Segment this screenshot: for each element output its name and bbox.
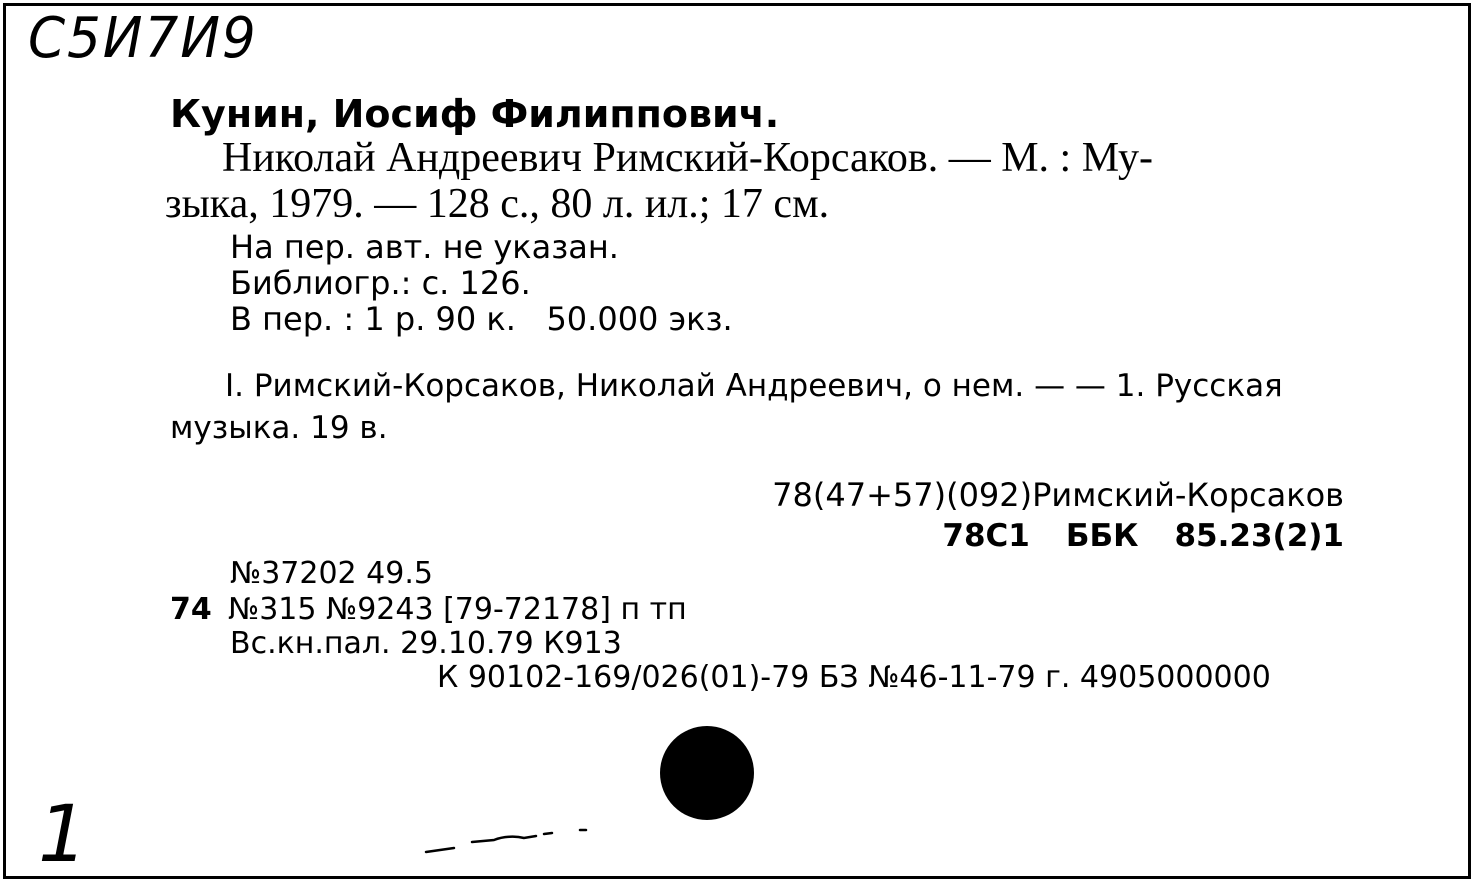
handwritten-number: 1 <box>38 790 88 880</box>
classification-bbk-value: 85.23(2)1 <box>1174 518 1344 554</box>
author-heading: Кунин, Иосиф Филиппович. <box>170 92 780 136</box>
tracing-line-2: музыка. 19 в. <box>170 410 388 446</box>
tech-line-2 <box>170 592 687 627</box>
pencil-mark <box>424 826 594 856</box>
tracing-line-1: I. Римский-Корсаков, Николай Андреевич, о нем. — — 1. Русская <box>225 368 1283 404</box>
classification-line-1: 78(47+57)(092)Римский-Корсаков <box>772 476 1344 514</box>
classification-bbk-label: ББК <box>1065 518 1139 554</box>
title-line-1: Николай Андреевич Римский-Корсаков. — М. : Му- <box>222 135 1154 181</box>
note-line-1: На пер. авт. не указан. <box>230 228 619 266</box>
classification-78c1: 78С1 <box>942 518 1030 554</box>
tech-line-4: К 90102-169/026(01)-79 БЗ №46-11-79 г. 4905000000 <box>437 660 1271 695</box>
tech-line-3: Вс.кн.пал. 29.10.79 К913 <box>230 626 622 661</box>
tech-line-2-text: №315 №9243 [79-72178] п тп <box>228 592 687 627</box>
note-line-2: Библиогр.: с. 126. <box>230 264 531 302</box>
tech-line-2-number: 74 <box>170 592 212 627</box>
punch-hole-icon <box>660 726 754 820</box>
title-line-2: зыка, 1979. — 128 с., 80 л. ил.; 17 см. <box>165 181 830 227</box>
tech-line-1: №37202 49.5 <box>230 556 433 591</box>
classification-line-2 <box>942 518 1344 554</box>
note-line-3: В пер. : 1 р. 90 к. 50.000 экз. <box>230 300 733 338</box>
handwritten-shelf-code: С5И7И9 <box>28 6 258 71</box>
